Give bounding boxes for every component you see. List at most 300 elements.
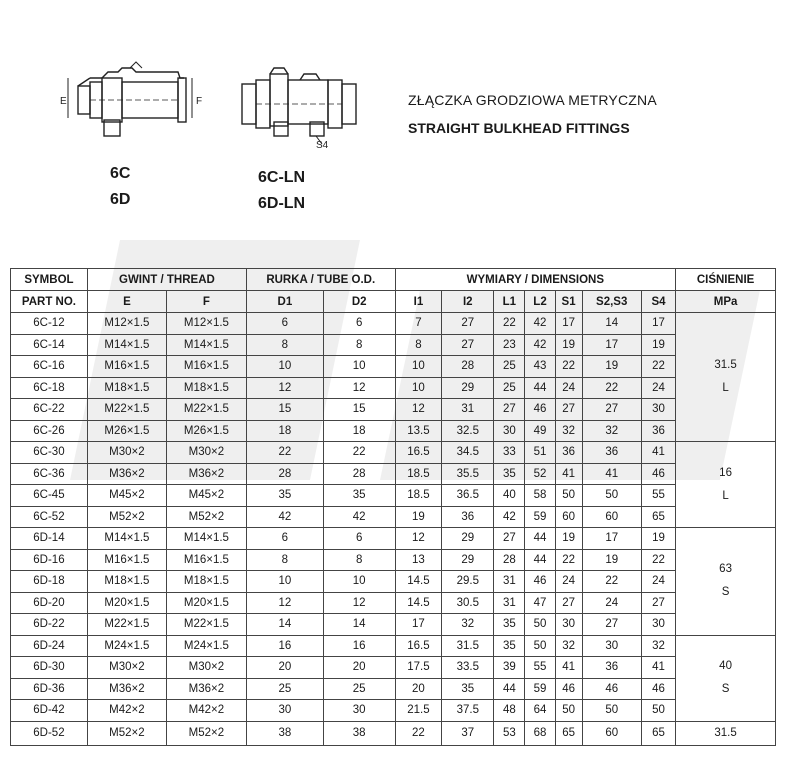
table-cell: 6D-16 xyxy=(11,549,88,571)
table-cell: 24 xyxy=(582,592,641,614)
table-cell: 53 xyxy=(494,721,525,745)
table-cell: 42 xyxy=(525,313,555,335)
table-cell: 48 xyxy=(494,700,525,722)
table-cell: 32.5 xyxy=(442,420,494,442)
table-cell: 38 xyxy=(246,721,323,745)
table-cell: 6D-30 xyxy=(11,657,88,679)
table-cell: 36 xyxy=(442,506,494,528)
table-cell: 20 xyxy=(395,678,442,700)
table-cell: M12×1.5 xyxy=(87,313,166,335)
header-col: L2 xyxy=(525,291,555,313)
table-cell: 19 xyxy=(641,528,675,550)
table-cell: 6 xyxy=(323,528,395,550)
table-cell: 41 xyxy=(582,463,641,485)
table-cell: 6D-20 xyxy=(11,592,88,614)
header-col: S2,S3 xyxy=(582,291,641,313)
table-cell: 28 xyxy=(442,356,494,378)
table-cell: 6D-14 xyxy=(11,528,88,550)
pressure-value: 40 xyxy=(719,660,732,672)
table-cell: 13.5 xyxy=(395,420,442,442)
table-row xyxy=(11,399,776,421)
table-cell: M14×1.5 xyxy=(87,334,166,356)
table-cell: M20×1.5 xyxy=(166,592,246,614)
table-row xyxy=(11,571,776,593)
table-cell: 49 xyxy=(525,420,555,442)
table-row xyxy=(11,635,776,657)
code-6c-ln: 6C-LN xyxy=(258,169,306,186)
table-cell: 6C-45 xyxy=(11,485,88,507)
table-cell: 14 xyxy=(323,614,395,636)
pressure-cell xyxy=(676,528,776,636)
table-cell: 30.5 xyxy=(442,592,494,614)
table-cell: M22×1.5 xyxy=(87,614,166,636)
header-col: PART NO. xyxy=(11,291,88,313)
table-cell: 41 xyxy=(555,463,582,485)
table-cell: 22 xyxy=(555,549,582,571)
table-cell: 46 xyxy=(641,463,675,485)
table-cell: 50 xyxy=(582,485,641,507)
table-cell: 31 xyxy=(442,399,494,421)
table-cell: 35 xyxy=(494,635,525,657)
table-cell: 22 xyxy=(395,721,442,745)
table-cell: 50 xyxy=(641,700,675,722)
header-symbol: SYMBOL xyxy=(11,269,88,291)
table-cell: 16.5 xyxy=(395,635,442,657)
header-dimensions: WYMIARY / DIMENSIONS xyxy=(395,269,676,291)
table-cell: 8 xyxy=(246,549,323,571)
table-cell: 6D-22 xyxy=(11,614,88,636)
table-row xyxy=(11,377,776,399)
table-cell: 19 xyxy=(555,528,582,550)
table-cell: M36×2 xyxy=(166,463,246,485)
pressure-cell xyxy=(676,313,776,442)
table-cell: 36 xyxy=(555,442,582,464)
header-tube: RURKA / TUBE O.D. xyxy=(246,269,395,291)
table-cell: 40 xyxy=(494,485,525,507)
pressure-series: S xyxy=(721,683,730,695)
table-cell: 12 xyxy=(395,528,442,550)
table-cell: 55 xyxy=(641,485,675,507)
table-cell: 35 xyxy=(494,463,525,485)
table-cell: 31 xyxy=(494,571,525,593)
table-cell: 42 xyxy=(246,506,323,528)
table-cell: 6 xyxy=(323,313,395,335)
table-cell: 22 xyxy=(582,377,641,399)
table-cell: M26×1.5 xyxy=(166,420,246,442)
table-cell: 16 xyxy=(246,635,323,657)
table-cell: 27 xyxy=(494,528,525,550)
table-cell: M30×2 xyxy=(166,657,246,679)
table-cell: 21.5 xyxy=(395,700,442,722)
table-cell: 51 xyxy=(525,442,555,464)
table-cell: 32 xyxy=(641,635,675,657)
table-cell: 35 xyxy=(494,614,525,636)
table-cell: 24 xyxy=(641,377,675,399)
table-cell: 29.5 xyxy=(442,571,494,593)
table-cell: 30 xyxy=(323,700,395,722)
table-cell: 12 xyxy=(246,592,323,614)
table-cell: 37.5 xyxy=(442,700,494,722)
pressure-value: 31.5 xyxy=(714,726,737,739)
table-cell: 8 xyxy=(395,334,442,356)
table-cell: 6C-16 xyxy=(11,356,88,378)
table-cell: 35 xyxy=(323,485,395,507)
table-cell: M52×2 xyxy=(87,506,166,528)
header-col: L1 xyxy=(494,291,525,313)
table-cell: 30 xyxy=(582,635,641,657)
pressure-series: L xyxy=(722,382,729,394)
table-row xyxy=(11,313,776,335)
table-row xyxy=(11,528,776,550)
table-cell: 22 xyxy=(555,356,582,378)
header-pressure: CIŚNIENIE xyxy=(676,269,776,291)
table-cell: M16×1.5 xyxy=(166,549,246,571)
table-cell: 36.5 xyxy=(442,485,494,507)
table-cell: 8 xyxy=(323,334,395,356)
table-cell: 41 xyxy=(641,442,675,464)
table-cell: M16×1.5 xyxy=(166,356,246,378)
table-cell: 17 xyxy=(395,614,442,636)
table-cell: 44 xyxy=(525,549,555,571)
table-cell: 30 xyxy=(641,399,675,421)
table-cell: 27 xyxy=(582,614,641,636)
title-polish: ZŁĄCZKA GRODZIOWA METRYCZNA xyxy=(408,92,657,108)
table-cell: 33 xyxy=(494,442,525,464)
table-cell: M30×2 xyxy=(166,442,246,464)
table-cell: 6D-36 xyxy=(11,678,88,700)
label-f: F xyxy=(196,96,203,107)
table-cell: 42 xyxy=(323,506,395,528)
table-cell: 36 xyxy=(582,657,641,679)
table-cell: 44 xyxy=(525,377,555,399)
table-cell: 46 xyxy=(641,678,675,700)
table-cell: 32 xyxy=(442,614,494,636)
fittings-drawing xyxy=(60,60,380,220)
label-e: E xyxy=(60,96,67,107)
table-cell: 22 xyxy=(246,442,323,464)
table-cell: 22 xyxy=(494,313,525,335)
table-cell: 18.5 xyxy=(395,463,442,485)
table-cell: 17.5 xyxy=(395,657,442,679)
header-col: S4 xyxy=(641,291,675,313)
table-cell: M24×1.5 xyxy=(166,635,246,657)
table-row xyxy=(11,442,776,464)
table-cell: 12 xyxy=(323,377,395,399)
table-cell: 28 xyxy=(246,463,323,485)
table-cell: 27 xyxy=(555,399,582,421)
table-cell: 14 xyxy=(246,614,323,636)
table-cell: 6 xyxy=(246,313,323,335)
table-cell: 18 xyxy=(246,420,323,442)
table-cell: 19 xyxy=(582,356,641,378)
table-cell: 50 xyxy=(555,485,582,507)
table-cell: 18 xyxy=(323,420,395,442)
code-6d-ln: 6D-LN xyxy=(258,195,306,212)
table-row xyxy=(11,549,776,571)
table-cell: 46 xyxy=(582,678,641,700)
table-cell: 59 xyxy=(525,678,555,700)
fitting-6c-ln-drawing xyxy=(242,68,356,144)
table-cell: 19 xyxy=(395,506,442,528)
table-cell: 19 xyxy=(582,549,641,571)
table-cell: 44 xyxy=(525,528,555,550)
table-cell: 29 xyxy=(442,549,494,571)
table-cell: 25 xyxy=(494,356,525,378)
table-cell: M12×1.5 xyxy=(166,313,246,335)
table-cell: M16×1.5 xyxy=(87,356,166,378)
table-cell: 42 xyxy=(525,334,555,356)
table-cell: 58 xyxy=(525,485,555,507)
pressure-cell xyxy=(676,442,776,528)
table-cell: M45×2 xyxy=(87,485,166,507)
table-cell: 6C-14 xyxy=(11,334,88,356)
table-cell: 6C-18 xyxy=(11,377,88,399)
table-cell: 25 xyxy=(246,678,323,700)
table-cell: 27 xyxy=(442,334,494,356)
header-col: I1 xyxy=(395,291,442,313)
table-cell: M14×1.5 xyxy=(166,528,246,550)
code-6c: 6C xyxy=(110,165,131,182)
table-cell: 10 xyxy=(395,356,442,378)
table-row xyxy=(11,678,776,700)
table-cell: 50 xyxy=(525,635,555,657)
table-row xyxy=(11,506,776,528)
title-english: STRAIGHT BULKHEAD FITTINGS xyxy=(408,120,630,136)
table-cell: 13 xyxy=(395,549,442,571)
table-cell: M22×1.5 xyxy=(166,614,246,636)
table-cell: 25 xyxy=(494,377,525,399)
table-cell: 30 xyxy=(494,420,525,442)
table-cell: 12 xyxy=(395,399,442,421)
table-cell: 25 xyxy=(323,678,395,700)
table-cell: 30 xyxy=(246,700,323,722)
table-cell: M45×2 xyxy=(166,485,246,507)
table-row xyxy=(11,485,776,507)
table-cell: 18.5 xyxy=(395,485,442,507)
table-cell: 24 xyxy=(555,571,582,593)
table-cell: 17 xyxy=(641,313,675,335)
table-cell: 33.5 xyxy=(442,657,494,679)
header-thread: GWINT / THREAD xyxy=(87,269,246,291)
table-cell: 27 xyxy=(641,592,675,614)
table-cell: 27 xyxy=(555,592,582,614)
table-cell: 50 xyxy=(525,614,555,636)
table-cell: 38 xyxy=(323,721,395,745)
table-cell: 27 xyxy=(494,399,525,421)
table-cell: 16 xyxy=(323,635,395,657)
table-cell: 8 xyxy=(246,334,323,356)
table-cell: M22×1.5 xyxy=(166,399,246,421)
table-cell: 7 xyxy=(395,313,442,335)
table-cell: 8 xyxy=(323,549,395,571)
table-cell: 30 xyxy=(555,614,582,636)
table-cell: 19 xyxy=(641,334,675,356)
table-cell: 52 xyxy=(525,463,555,485)
table-cell: 34.5 xyxy=(442,442,494,464)
table-row xyxy=(11,700,776,722)
header-row-1 xyxy=(11,269,776,291)
table-cell: 68 xyxy=(525,721,555,745)
table-cell: 10 xyxy=(246,571,323,593)
table-cell: 64 xyxy=(525,700,555,722)
table-cell: M18×1.5 xyxy=(87,377,166,399)
table-cell: 6D-18 xyxy=(11,571,88,593)
table-cell: 22 xyxy=(641,549,675,571)
table-cell: 19 xyxy=(555,334,582,356)
table-row xyxy=(11,420,776,442)
table-row xyxy=(11,592,776,614)
table-cell: 46 xyxy=(555,678,582,700)
table-cell: M42×2 xyxy=(87,700,166,722)
table-cell: 28 xyxy=(494,549,525,571)
table-cell: 37 xyxy=(442,721,494,745)
table-cell: M18×1.5 xyxy=(87,571,166,593)
header-col: D1 xyxy=(246,291,323,313)
table-cell: 22 xyxy=(641,356,675,378)
table-cell: M30×2 xyxy=(87,657,166,679)
pressure-cell xyxy=(676,635,776,721)
table-cell: 27 xyxy=(582,399,641,421)
table-cell: 65 xyxy=(641,506,675,528)
table-row xyxy=(11,463,776,485)
table-cell: M52×2 xyxy=(87,721,166,745)
table-cell: M36×2 xyxy=(87,678,166,700)
table-cell: 23 xyxy=(494,334,525,356)
table-cell: 6C-30 xyxy=(11,442,88,464)
table-row xyxy=(11,334,776,356)
table-cell: M24×1.5 xyxy=(87,635,166,657)
table-cell: M36×2 xyxy=(87,463,166,485)
table-cell: 36 xyxy=(582,442,641,464)
table-cell: 22 xyxy=(582,571,641,593)
table-cell: M20×1.5 xyxy=(87,592,166,614)
table-row xyxy=(11,721,776,745)
table-cell: 60 xyxy=(555,506,582,528)
table-cell: 30 xyxy=(641,614,675,636)
table-cell: 35 xyxy=(442,678,494,700)
table-cell: 50 xyxy=(555,700,582,722)
table-cell: 55 xyxy=(525,657,555,679)
table-cell: 14.5 xyxy=(395,592,442,614)
table-cell: 60 xyxy=(582,506,641,528)
pressure-value: 16 xyxy=(719,466,732,479)
header-col: D2 xyxy=(323,291,395,313)
table-cell: M16×1.5 xyxy=(87,549,166,571)
table-cell: 50 xyxy=(582,700,641,722)
table-cell: 29 xyxy=(442,377,494,399)
table-row xyxy=(11,614,776,636)
table-cell: 32 xyxy=(582,420,641,442)
table-cell: 41 xyxy=(555,657,582,679)
table-cell: M30×2 xyxy=(87,442,166,464)
table-cell: 39 xyxy=(494,657,525,679)
table-cell: 29 xyxy=(442,528,494,550)
table-cell: 10 xyxy=(395,377,442,399)
table-cell: 36 xyxy=(641,420,675,442)
table-cell: 6 xyxy=(246,528,323,550)
pressure-series: S xyxy=(721,586,730,599)
table-cell: M18×1.5 xyxy=(166,571,246,593)
table-cell: M14×1.5 xyxy=(166,334,246,356)
code-6d: 6D xyxy=(110,191,131,208)
table-cell: 65 xyxy=(555,721,582,745)
table-cell: 17 xyxy=(582,528,641,550)
table-cell: M52×2 xyxy=(166,721,246,745)
table-cell: 32 xyxy=(555,420,582,442)
pressure-series: L xyxy=(722,489,729,502)
table-cell: 44 xyxy=(494,678,525,700)
table-cell: 6C-36 xyxy=(11,463,88,485)
table-cell: 59 xyxy=(525,506,555,528)
pressure-value: 63 xyxy=(719,563,732,576)
table-cell: 10 xyxy=(246,356,323,378)
table-cell: 41 xyxy=(641,657,675,679)
table-cell: 6C-52 xyxy=(11,506,88,528)
table-cell: 27 xyxy=(442,313,494,335)
table-body xyxy=(11,313,776,746)
table-cell: 20 xyxy=(246,657,323,679)
header-col: MPa xyxy=(676,291,776,313)
table-cell: 46 xyxy=(525,571,555,593)
table-cell: 14.5 xyxy=(395,571,442,593)
table-cell: 22 xyxy=(323,442,395,464)
table-cell: 31 xyxy=(494,592,525,614)
table-cell: 12 xyxy=(323,592,395,614)
header-col: E xyxy=(87,291,166,313)
table-cell: M36×2 xyxy=(166,678,246,700)
table-cell: 6C-26 xyxy=(11,420,88,442)
specification-table xyxy=(10,268,776,746)
table-cell: 10 xyxy=(323,571,395,593)
table-cell: 35.5 xyxy=(442,463,494,485)
table-cell: 31.5 xyxy=(442,635,494,657)
table-cell: 14 xyxy=(582,313,641,335)
table-cell: 15 xyxy=(323,399,395,421)
table-row xyxy=(11,657,776,679)
table-cell: 43 xyxy=(525,356,555,378)
table-cell: 6D-52 xyxy=(11,721,88,745)
header-col: S1 xyxy=(555,291,582,313)
table-cell: 17 xyxy=(582,334,641,356)
header-row-2 xyxy=(11,291,776,313)
pressure-cell xyxy=(676,721,776,745)
table-cell: M52×2 xyxy=(166,506,246,528)
table-cell: 32 xyxy=(555,635,582,657)
table-cell: M18×1.5 xyxy=(166,377,246,399)
table-row xyxy=(11,356,776,378)
table-cell: 60 xyxy=(582,721,641,745)
fitting-6c-drawing xyxy=(68,62,192,136)
table-cell: M42×2 xyxy=(166,700,246,722)
table-cell: 24 xyxy=(555,377,582,399)
pressure-value: 31.5 xyxy=(714,359,737,371)
table-cell: 6D-24 xyxy=(11,635,88,657)
table-cell: 6C-12 xyxy=(11,313,88,335)
table-cell: 47 xyxy=(525,592,555,614)
table-cell: 17 xyxy=(555,313,582,335)
table-cell: M22×1.5 xyxy=(87,399,166,421)
label-s4: S4 xyxy=(316,140,329,151)
table-cell: 15 xyxy=(246,399,323,421)
table-cell: 6D-42 xyxy=(11,700,88,722)
table-cell: 20 xyxy=(323,657,395,679)
table-cell: 10 xyxy=(323,356,395,378)
table-cell: 6C-22 xyxy=(11,399,88,421)
table-cell: M26×1.5 xyxy=(87,420,166,442)
table-cell: 42 xyxy=(494,506,525,528)
table-cell: 16.5 xyxy=(395,442,442,464)
table-cell: 65 xyxy=(641,721,675,745)
